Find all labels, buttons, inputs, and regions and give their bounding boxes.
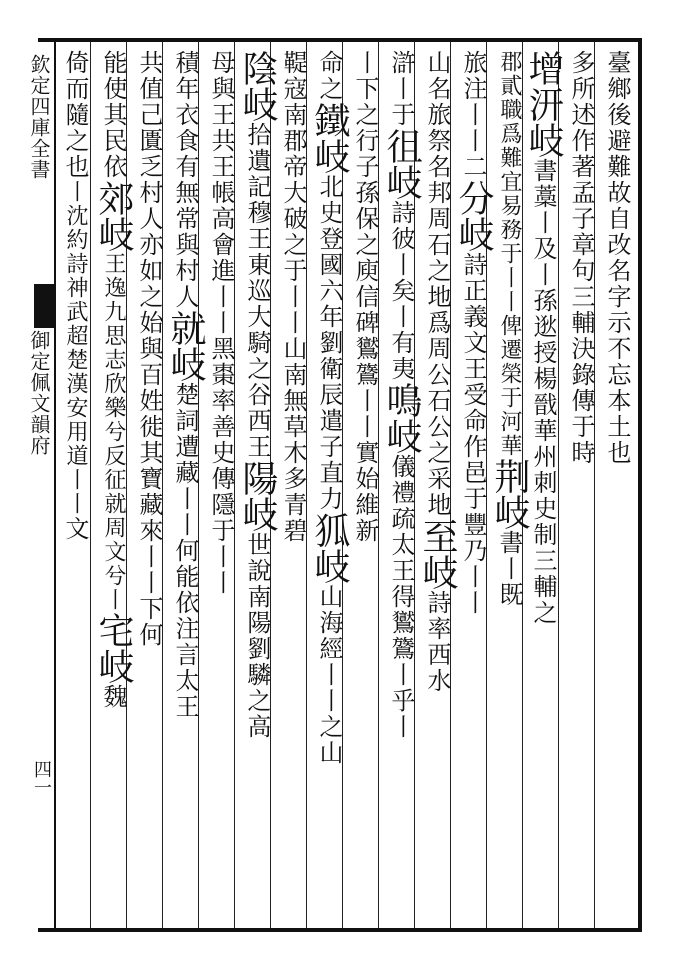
headword: 增汧 (523, 50, 564, 122)
text-column-14 (134, 50, 164, 922)
headword: 鐵 (309, 102, 350, 138)
text-column-12 (206, 50, 236, 922)
column-text: 倚而隨之也 (61, 50, 89, 180)
column-text: 率善史傳隱于丨丨 (207, 388, 235, 596)
column-text: 書藁丨及丨孫逖授楊戩華州刺史制三輔之 (529, 158, 557, 626)
headword: 狐 (309, 512, 350, 548)
column-text: 文 (61, 516, 89, 542)
headword: 鳴 (381, 382, 422, 418)
column-text: 詩彼丨矣丨有夷 (387, 200, 415, 382)
column-text: 共值己匱乏村人亦如之 (135, 50, 163, 310)
column-text: 庾信碑鸑鷟丨丨實始維新 (351, 258, 379, 544)
headword-char: 岐 (523, 122, 564, 158)
text-column-15 (93, 50, 134, 922)
headword: 至 (417, 518, 458, 554)
column-text: 書丨既 (495, 530, 523, 608)
column-text: 丨下 (351, 50, 379, 102)
column-text: 鞮寇南郡帝大破之于丨丨山南 (279, 50, 307, 388)
column-text: 拾遺記穆王東巡大騎之谷西王 (243, 122, 271, 460)
headword: 就 (165, 310, 206, 346)
column-text: 魏 (99, 684, 127, 710)
column-note: 丨沈約詩神武超楚漢安用道丨丨 (63, 180, 88, 516)
margin-tab-mark (34, 284, 54, 328)
headword-char: 岐 (237, 86, 278, 122)
text-column-1 (602, 50, 632, 922)
column-text: 之行子孫保之 (351, 102, 379, 258)
column-text: 滸丨于 (387, 50, 415, 128)
frame-bottom-border (38, 928, 642, 932)
text-column-13 (165, 50, 206, 922)
margin-book-title: 欽定四庫全書 (27, 54, 51, 180)
column-text: 命之 (315, 50, 343, 102)
headword-char: 岐 (309, 138, 350, 174)
column-note: 王逸九思志欣樂兮反征就周文兮丨 (101, 252, 126, 612)
text-column-4 (489, 50, 530, 922)
headword-char: 岐 (381, 418, 422, 454)
column-text: 楚詞遭藏丨丨何能依注言太王 (171, 382, 199, 720)
margin-rule (54, 42, 56, 928)
column-text: 始與百姓徙其寶藏來丨丨下何 (135, 310, 163, 648)
column-rule (90, 42, 91, 928)
column-text: 積年衣食有無常與村人 (171, 50, 199, 310)
headword: 荆 (489, 458, 530, 494)
column-text: 北史登國六年劉衛辰遣子直力 (315, 174, 343, 512)
headword-char: 岐 (453, 216, 494, 252)
headword: 宅 (93, 612, 134, 648)
headword: 陰 (237, 50, 278, 86)
text-column-10 (278, 50, 308, 922)
headword-char: 岐 (93, 216, 134, 252)
text-column-7 (381, 50, 422, 922)
column-text: 儀禮疏太王得鸑鷟丨乎丨 (387, 454, 415, 740)
headword-char: 岐 (237, 496, 278, 532)
text-column-6 (417, 50, 458, 922)
column-text: 臺鄉後避難故自改名字示不忘本土也 (603, 50, 631, 466)
headword-char: 岐 (165, 346, 206, 382)
column-text: 詩率西水 (423, 590, 451, 694)
text-column-11 (237, 50, 278, 922)
headword-char: 岐 (489, 494, 530, 530)
headword: 郊 (93, 180, 134, 216)
page-number: 四一 (31, 760, 52, 796)
column-text: 山名旅祭名 (423, 50, 451, 180)
column-text: 詩正義文王受命作邑于豐乃丨丨 (459, 252, 487, 616)
text-column-3 (523, 50, 564, 922)
headword: 分 (453, 180, 494, 216)
frame-right-border (638, 38, 642, 932)
text-column-9 (309, 50, 350, 922)
frame-top-border (38, 38, 642, 42)
column-note: 郡貳職爲難宜易務于丨丨俾遷榮于河華 (497, 50, 522, 458)
text-column-5 (453, 50, 494, 922)
headword: 陽 (237, 460, 278, 496)
column-text: 母與王共王帳高會進丨丨黑棗 (207, 50, 235, 388)
text-column-8 (350, 50, 380, 922)
headword-char: 岐 (417, 554, 458, 590)
column-text: 旅注丨丨二 (459, 50, 487, 180)
headword: 徂 (381, 128, 422, 164)
margin-collection-title: 御定佩文韻府 (27, 330, 51, 456)
headword-char: 岐 (381, 164, 422, 200)
text-column-2 (566, 50, 596, 922)
column-text: 無草木多青碧 (279, 388, 307, 544)
column-text: 多所述作著孟子章句三輔決錄傳于時 (567, 50, 595, 466)
headword-char: 岐 (93, 648, 134, 684)
column-text: 邦周石之地爲周公石公之采地 (423, 180, 451, 518)
column-rule (558, 42, 559, 928)
column-text: 世說南陽劉驎之高 (243, 532, 271, 740)
text-column-16 (60, 50, 90, 922)
column-text: 山海經丨丨之山 (315, 584, 343, 766)
column-text: 能使其民依 (99, 50, 127, 180)
headword-char: 岐 (309, 548, 350, 584)
